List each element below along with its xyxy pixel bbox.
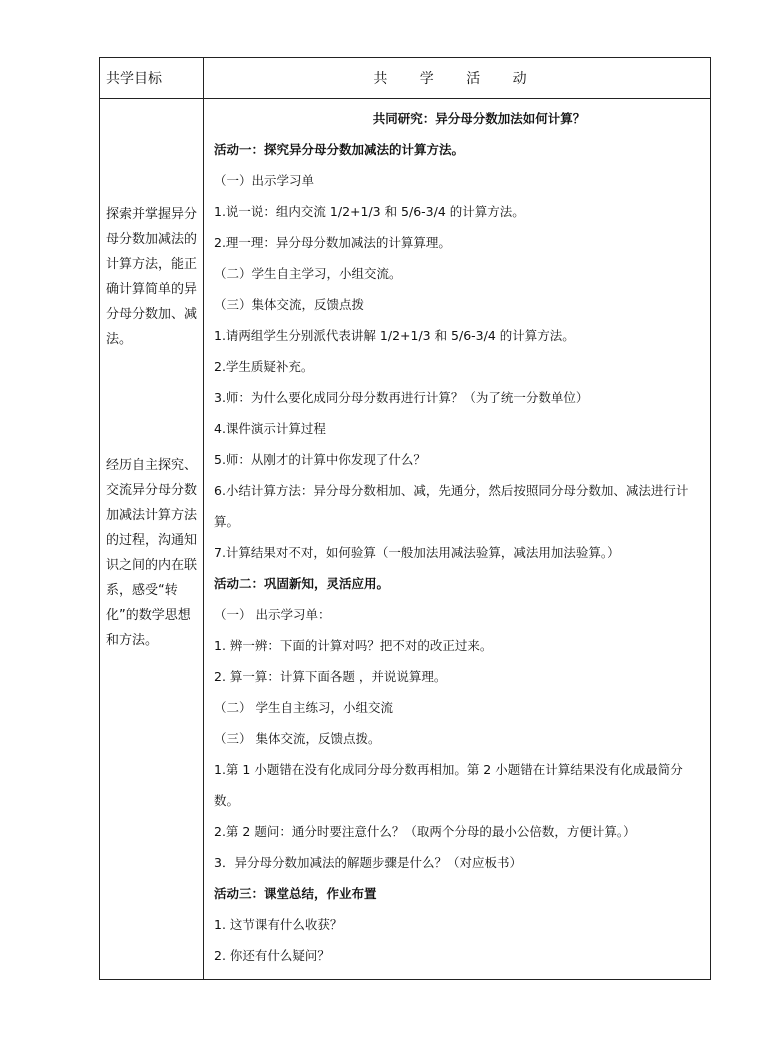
activity-1-line-8: 6.小结计算方法：异分母分数相加、减，先通分，然后按照同分母分数加、减法进行计算。 <box>214 483 689 529</box>
activity-1-line-2: 2.理一理：异分母分数加减法的计算算理。 <box>214 235 451 250</box>
activity-1-line-7: 5.师：从刚才的计算中你发现了什么？ <box>214 452 426 467</box>
header-activities-cell: 共 学 活 动 <box>204 58 711 99</box>
activity-1-step-2: （二）学生自主学习，小组交流。 <box>214 266 402 281</box>
activity-2-line-3: 1.第 1 小题错在没有化成同分母分数再相加。第 2 小题错在计算结果没有化成最简分数。 <box>214 762 683 808</box>
activity-1-step-3: （三）集体交流，反馈点拨 <box>214 297 365 312</box>
goal-2: 经历自主探究、交流异分母分数加减法计算方法的过程，沟通知识之间的内在联系，感受“转化”的数学思想和方法。 <box>106 458 198 648</box>
activity-1-title: 活动一：探究异分母分数加减法的计算方法。 <box>214 142 465 157</box>
activities-cell <box>204 99 711 980</box>
activity-1-line-1: 1.说一说：组内交流 1/2+1/3 和 5/6-3/4 的计算方法。 <box>214 204 525 219</box>
activity-3-line-2: 2. 你还有什么疑问？ <box>214 948 330 963</box>
activity-2-step-2: （二） 学生自主练习，小组交流 <box>214 700 393 715</box>
activity-2-line-2: 2. 算一算：计算下面各题 ，并说说算理。 <box>214 669 447 684</box>
activity-2-line-4: 2.第 2 题问：通分时要注意什么？（取两个分母的最小公倍数，方便计算。） <box>214 824 636 839</box>
activity-1-line-5: 3.师：为什么要化成同分母分数再进行计算？（为了统一分数单位） <box>214 390 589 405</box>
goals-cell <box>100 99 204 980</box>
activity-3-title: 活动三：课堂总结，作业布置 <box>214 886 377 901</box>
activity-2-title: 活动二：巩固新知，灵活应用。 <box>214 576 390 591</box>
activity-1-line-4: 2.学生质疑补充。 <box>214 359 314 374</box>
activity-1-line-6: 4.课件演示计算过程 <box>214 421 326 436</box>
activities-main-title: 共同研究：异分母分数加法如何计算？ <box>372 111 586 126</box>
activity-3-line-1: 1. 这节课有什么收获？ <box>214 917 343 932</box>
activity-1-line-9: 7.计算结果对不对，如何验算（一般加法用减法验算，减法用加法验算。） <box>214 545 620 560</box>
activity-2-line-1: 1. 辨一辨：下面的计算对吗？把不对的改正过来。 <box>214 638 493 653</box>
goal-1: 探索并掌握异分母分数加减法的计算方法，能正确计算简单的异分母分数加、减法。 <box>106 207 198 347</box>
activity-2-step-1: （一） 出示学习单： <box>214 607 331 622</box>
lesson-plan-table <box>99 57 711 980</box>
activity-2-line-5: 3．异分母分数加减法的解题步骤是什么？（对应板书） <box>214 855 522 870</box>
activity-1-step-1: （一）出示学习单 <box>214 173 315 188</box>
header-goals-cell: 共学目标 <box>100 58 204 99</box>
activity-1-line-3: 1.请两组学生分别派代表讲解 1/2+1/3 和 5/6-3/4 的计算方法。 <box>214 328 575 343</box>
table-body-row <box>100 99 711 980</box>
activity-2-step-3: （三） 集体交流，反馈点拨。 <box>214 731 381 746</box>
table-header-row <box>100 58 711 99</box>
cell-bottom-spacer <box>214 971 704 979</box>
